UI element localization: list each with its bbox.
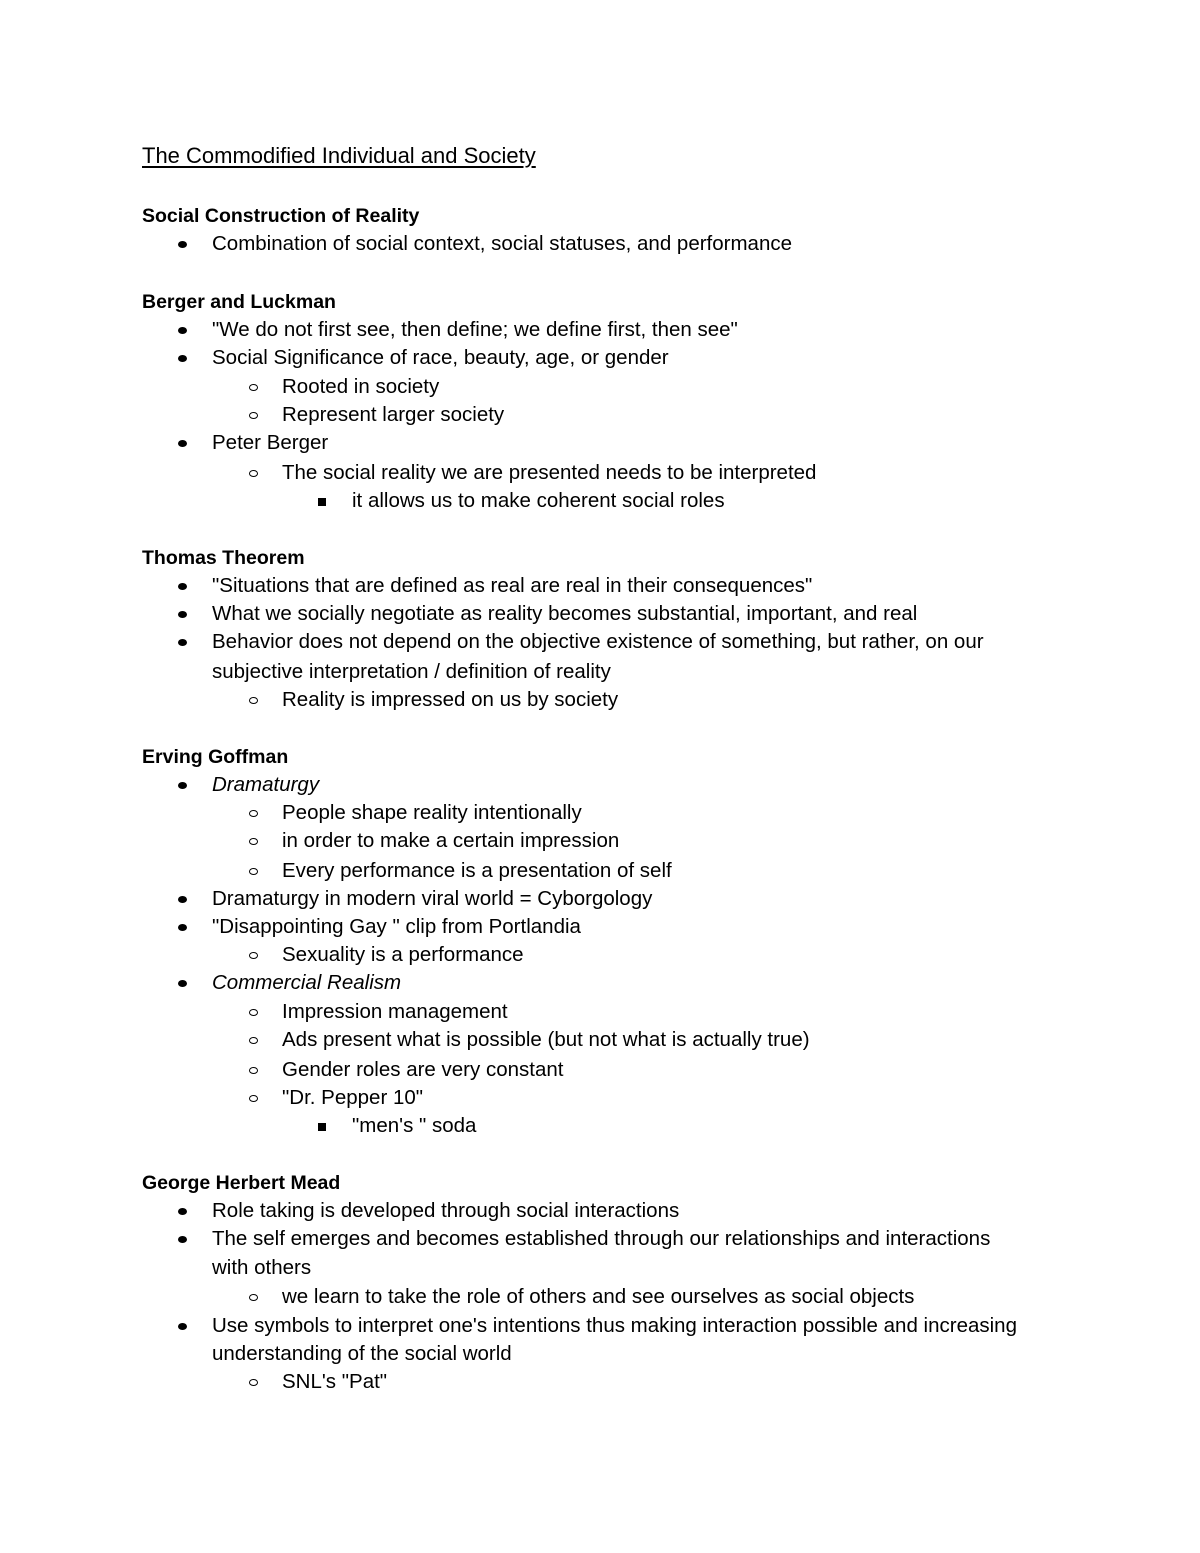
bullet-icon: [178, 980, 187, 987]
heading-berger-luckman: Berger and Luckman: [142, 291, 336, 313]
square-bullet-icon: [318, 1123, 326, 1131]
bullet-icon: [178, 611, 187, 618]
heading-george-herbert-mead: George Herbert Mead: [142, 1172, 341, 1194]
bullet-icon: [178, 639, 187, 646]
circle-bullet-icon: [249, 1067, 258, 1074]
document-title: The Commodified Individual and Society: [142, 143, 536, 168]
bullet-icon: [178, 241, 187, 248]
bullet-icon: [178, 355, 187, 362]
circle-bullet-icon: [249, 1009, 258, 1016]
bullet-icon: [178, 1208, 187, 1215]
bullet-icon: [178, 440, 187, 447]
circle-bullet-icon: [249, 1379, 258, 1386]
bullet-icon: [178, 782, 187, 789]
bullet-icon: [178, 583, 187, 590]
bullet-icon: [178, 924, 187, 931]
circle-bullet-icon: [249, 810, 258, 817]
circle-bullet-icon: [249, 838, 258, 845]
heading-erving-goffman: Erving Goffman: [142, 746, 289, 768]
bullet-icon: [178, 1323, 187, 1330]
circle-bullet-icon: [249, 412, 258, 419]
circle-bullet-icon: [249, 952, 258, 959]
document-page: The Commodified Individual and Society Social Construction of Reality Combination of social context, social statuses, and performance Berger and Luckman "We do not first see, then define; we define first, then see" Social Significance of race, beauty, age, or gender Rooted in society Represent larger society Peter Berger The social reality we are presented needs to be interpreted it allows us to make coherent social roles Thomas Theorem "Situations that are defined as real are real in their consequences" What we socially negotiate as reality becomes substantial, important, and real Behavior does not depend on the objective existence of something, but rather, on our subjective interpretation / definition of reality Reality is impressed on us by society Erving Goffman Dramaturgy People shape reality intentionally in order to make a certain impression Every performance is a presentation of self Dramaturgy in modern viral world = Cyborgology "Disappointing Gay " clip from Portlandia Sexuality is a performance Commercial Realism Impression management Ads present what is possible (but not what is actually true) Gender roles are very constant "Dr. Pepper 10" "men's " soda George Herbert Mead Role taking is developed through social interactions The self emerges and becomes established through our relationships and interactions with others we learn to take the role of others and see ourselves as social objects Use symbols to interpret one's intentions thus making interaction possible and increasing understanding of the social world SNL's "Pat": [142, 143, 1017, 1393]
bullet-icon: [178, 1236, 187, 1243]
circle-bullet-icon: [249, 868, 258, 875]
circle-bullet-icon: [249, 384, 258, 391]
circle-bullet-icon: [249, 1037, 258, 1044]
circle-bullet-icon: [249, 697, 258, 704]
bullet-icon: [178, 327, 187, 334]
circle-bullet-icon: [249, 470, 258, 477]
heading-thomas-theorem: Thomas Theorem: [142, 547, 305, 569]
square-bullet-icon: [318, 498, 326, 506]
circle-bullet-icon: [249, 1294, 258, 1301]
heading-social-construction: Social Construction of Reality: [142, 205, 420, 227]
circle-bullet-icon: [249, 1095, 258, 1102]
bullet-icon: [178, 896, 187, 903]
